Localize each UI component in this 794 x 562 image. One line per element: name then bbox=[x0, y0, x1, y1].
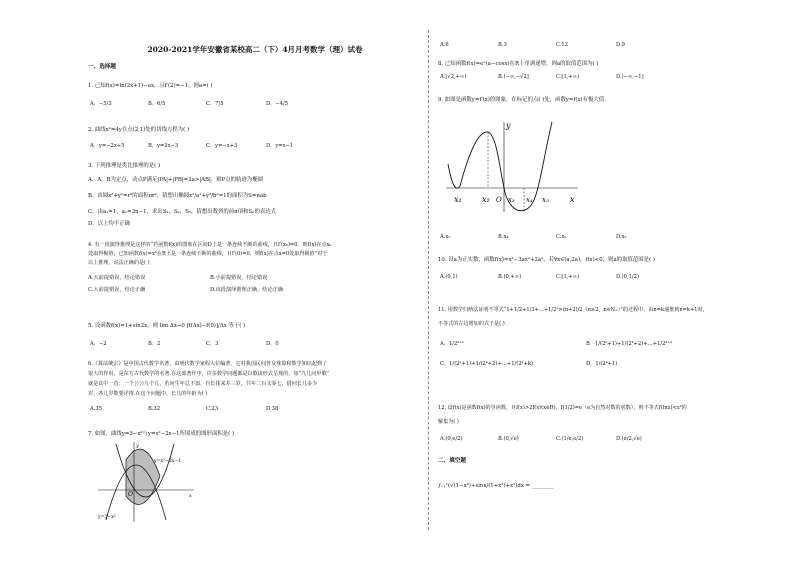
q4-line-1: 4. 有一段演绎推理是这样的“若函数f(x)的图象在区间D上是一条连续不断的曲线，且f′(x₀)=0，则f(x)在点x₀ bbox=[88, 242, 332, 248]
column-divider bbox=[428, 30, 429, 530]
q12-line-2: 解集为( ) bbox=[438, 419, 459, 425]
q9-point-x2: x₂ bbox=[482, 195, 490, 204]
q11-option-c: C．1/(2ᵏ+1)+1/(2ᵏ+2)+…+1/(2ᵏ+k) bbox=[440, 361, 534, 367]
q12-line-1: 12. 设f(x)是函数f(x)的导函数，且f(x)>2f(x)(x∈R)，f(1/2)=e（e为自然对数的底数），则不等式f(lnx)<x²的 bbox=[438, 405, 687, 411]
q9-x-label: x bbox=[570, 195, 575, 204]
q9-figure bbox=[444, 116, 584, 216]
q7-stem: 7. 如图，曲线y=3−x²与y=x²−2x−1所围成的图形面积是( ) bbox=[88, 431, 235, 437]
q8-stem: 8. 已知函数f(x)=eˣ(a−cosx)在R上单调递增，则a的取值范围为( ) bbox=[438, 61, 599, 67]
q1-option-b: B．6/5 bbox=[148, 101, 166, 107]
q7-label-lower: y=3−x² bbox=[98, 515, 116, 520]
page-title: 2020-2021学年安徽省某校高二（下）4月月考数学（理）试卷 bbox=[147, 45, 363, 54]
q2-option-a: A．y=−2x+5 bbox=[90, 143, 125, 149]
q10-stem: 10. 设a为正实数，函数f(x)=x³−3ax²+2a²，若∀x∈(a,2a)，f(x)<0，则a的取值范围是( ) bbox=[438, 257, 655, 263]
q1-option-d: D．−4/5 bbox=[266, 101, 289, 107]
q9-origin-label: O bbox=[496, 196, 502, 204]
q5-option-c: C．3 bbox=[206, 341, 219, 347]
q7-option-d: D.9 bbox=[616, 42, 625, 48]
q9-option-a: A.x₂ bbox=[440, 234, 451, 240]
q13-stem: ∫₋₁¹(√(1−x²)+sinx/(1+x²)+x³)dx = ________ bbox=[438, 483, 554, 489]
q11-option-b: B．1/(2ᵏ+1)+1/(2ᵏ+2)+…+1/2ᵏ⁺¹ bbox=[586, 341, 673, 347]
q11-line-2: 不等式的左边增加的式子是( ) bbox=[438, 321, 505, 327]
q4-option-a: A.大前提错误，结论错误 bbox=[88, 275, 146, 281]
q7-option-b: B.3 bbox=[498, 42, 507, 48]
right-column bbox=[436, 0, 774, 562]
q1-option-a: A．−5/3 bbox=[90, 101, 112, 107]
q7-figure bbox=[96, 440, 196, 524]
q9-stem: 9. 如图是函数y=f′(x)的图象，在标记的点( )处，函数y=f(x)有极大值. bbox=[438, 97, 606, 103]
q7-label-upper: y=x²−2x−1 bbox=[154, 459, 182, 464]
q4-line-2: 处取得极值；已知函数f(x)=x³在R上是一条连续不断的曲线，且f′(0)=0，则f(x)在点x=0处取得极值”对于 bbox=[88, 251, 328, 257]
q9-point-x5: x₅ bbox=[542, 196, 549, 204]
q12-option-c: C.(1/e,e/2) bbox=[556, 436, 584, 442]
q5-option-a: A．−2 bbox=[90, 341, 107, 347]
q10-option-a: A.(0,1) bbox=[440, 274, 458, 280]
q9-point-x3: x₃ bbox=[508, 196, 515, 204]
q8-option-a: A.[√2,+∞) bbox=[440, 74, 467, 80]
q1-option-c: C．7/5 bbox=[206, 101, 224, 107]
q10-option-d: D.(0,1/2) bbox=[616, 274, 639, 280]
q7-x-label: x bbox=[189, 493, 192, 499]
q3-option-b: B．由圆x²+y²=r²的面积πr²，猜想出椭圆x²/a²+y²/b²=1的面积为S=πab bbox=[88, 193, 267, 199]
q1-stem: 1. 已知f(x)=ln(2x+1)−ax，且f′(2)=−1，则a=( ) bbox=[88, 83, 213, 89]
q3-option-c: C．由a₁=1，aₙ=3n−1，求出S₁，S₂，S₃，猜想出数列的前n项和Sₙ的表达式 bbox=[88, 209, 277, 215]
q7-origin-label: O bbox=[128, 491, 133, 498]
q5-option-d: D．0 bbox=[266, 341, 279, 347]
q4-option-c: C.大前提错误，结论正确 bbox=[88, 287, 146, 293]
q9-y-label: y bbox=[506, 121, 511, 130]
q2-option-c: C．y=−x+3 bbox=[206, 143, 238, 149]
q8-option-c: C.[1,+∞) bbox=[556, 74, 580, 80]
left-column bbox=[86, 0, 424, 562]
q7-option-c: C.12 bbox=[556, 42, 569, 48]
q6-line-3: 就是其中一首：一个公公九个儿，若问生年总不知，自长排来差三岁，共年二百又零七，借问长儿多少 bbox=[88, 381, 318, 387]
q8-option-b: B.(−∞,−√2] bbox=[498, 74, 529, 80]
q12-option-d: D.(e/2,√e) bbox=[616, 436, 642, 442]
q11-option-d: D．1/(2ᵏ+1) bbox=[586, 361, 618, 367]
q3-option-d: D．以上均不正确 bbox=[88, 221, 131, 227]
q9-point-x4: x₄ bbox=[526, 196, 533, 204]
q9-option-b: B.x₄ bbox=[498, 234, 509, 240]
q5-option-b: B．2 bbox=[148, 341, 161, 347]
q6-line-4: 岁，各儿岁数要详推.在这个问题中，长儿的年龄为( ) bbox=[88, 391, 208, 397]
q6-option-a: A.35 bbox=[90, 406, 102, 412]
section-choice: 一、选择题 bbox=[88, 64, 116, 70]
q9-point-x1: x₁ bbox=[454, 195, 462, 204]
q9-option-c: C.x₅ bbox=[556, 234, 567, 240]
q2-option-b: B．y=2x−3 bbox=[148, 143, 179, 149]
q2-option-d: D．y=x−1 bbox=[266, 143, 294, 149]
q6-line-2: 很大的作用，是东方古代数学的名著.在这部著作中，许多数学问题都是以歌诀形式呈现的，如“九儿问甲歌” bbox=[88, 371, 330, 377]
q11-line-1: 11. 用数学归纳法证明不等式“1+1/2+1/3+…+1/2ⁿ>(n+2)/2（n≥2，n∈N₊）”的过程中，由n=k递推到n=k+1时， bbox=[438, 307, 708, 313]
q5-stem: 5. 设函数f(x)=1+sin2x，则 lim Δx→0 [f(Δx)−f(0)]/Δx 等于( ) bbox=[88, 323, 246, 329]
q12-option-b: B.(0,√e) bbox=[498, 436, 519, 442]
q11-option-a: A．1/2ᵏ⁺¹ bbox=[440, 341, 464, 347]
q3-option-a: A．A，B为定点，动点P满足|PA|+|PB|=2a>|AB|，则P点的轨迹为椭圆 bbox=[88, 177, 263, 183]
q6-line-1: 6.《算法统宗》是中国古代数学名著，由明代数学家程大位编著，它对我国民间普及珠算和数学知识起到了 bbox=[88, 361, 328, 367]
section-fill: 二、填空题 bbox=[438, 458, 466, 464]
q6-option-c: C.23 bbox=[206, 406, 219, 412]
q6-option-d: D.38 bbox=[266, 406, 279, 412]
q8-option-d: D.(−∞,−1] bbox=[616, 74, 644, 80]
q2-stem: 2. 曲线x²=4y在点(2,1)处的切线方程为( ) bbox=[88, 127, 190, 133]
q7-option-a: A.6 bbox=[440, 42, 449, 48]
q9-option-d: D.x₃ bbox=[616, 234, 627, 240]
q10-option-c: C.[1,+∞) bbox=[556, 274, 580, 280]
q12-option-a: A.(0,e/2) bbox=[440, 436, 463, 442]
q3-stem: 3. 下列推理是类比推理的是( ) bbox=[88, 163, 161, 169]
q10-option-b: B.(0,+∞) bbox=[498, 274, 522, 280]
q4-option-d: D.该段演绎推理正确，结论正确 bbox=[210, 287, 284, 293]
q6-option-b: B.32 bbox=[148, 406, 161, 412]
q4-line-3: 以上推理，说法正确的是( ) bbox=[88, 260, 150, 266]
q7-y-label: y bbox=[136, 443, 139, 449]
q4-option-b: B.小前提错误，结论错误 bbox=[210, 275, 268, 281]
